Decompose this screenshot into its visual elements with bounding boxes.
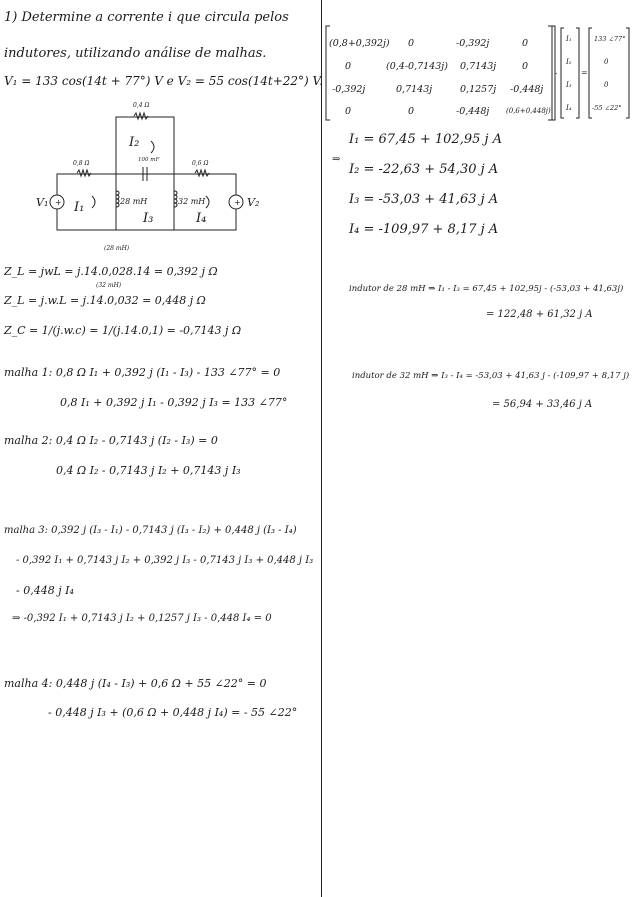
inductor28-result: = 122,48 + 61,32 j A — [486, 309, 593, 320]
matrix-cell: 0,7143j — [460, 61, 497, 72]
unknown-cell: I₄ — [566, 104, 572, 112]
matrix-cell: (0,8+0,392j) — [329, 38, 390, 49]
inductor-32mh-label: 32 mH — [178, 197, 206, 206]
mesh-current-i1: I₁ — [74, 200, 85, 215]
matrix-cell: -0,392j — [332, 84, 366, 95]
mesh3-expanded-2: - 0,448 j I₄ — [16, 584, 74, 597]
matrix-cell: 0,7143j — [396, 84, 433, 95]
mesh1-equation: malha 1: 0,8 Ω I₁ + 0,392 j (I₁ - I₃) - 133 ∠77° = 0 — [4, 366, 281, 379]
circuit-diagram — [0, 95, 321, 255]
rhs-cell: 0 — [604, 81, 609, 89]
unknown-cell: I₁ — [566, 35, 572, 43]
matrix-cell: 0 — [408, 38, 415, 49]
svg-text:+: + — [234, 198, 241, 207]
matrix-cell: 0 — [345, 106, 352, 117]
problem-line-2: indutores, utilizando análise de malhas. — [4, 46, 267, 61]
svg-text:+: + — [55, 198, 62, 207]
matrix-cell: 0,1257j — [460, 84, 497, 95]
mesh2-equation: malha 2: 0,4 Ω I₂ - 0,7143 j (I₂ - I₃) = 0 — [4, 434, 218, 447]
mesh4-expanded: - 0,448 j I₃ + (0,6 Ω + 0,448 j I₄) = - 55 ∠22° — [48, 706, 298, 719]
problem-line-1: 1) Determine a corrente i que circula pelos — [4, 10, 289, 25]
problem-line-3: V₁ = 133 cos(14t + 77°) V e V₂ = 55 cos(14t+22°) V. — [4, 74, 323, 88]
implies-arrow: ⇒ — [332, 154, 341, 165]
resistor-top-label: 0,4 Ω — [133, 102, 150, 109]
rhs-cell: 133 ∠77° — [594, 35, 626, 43]
matrix-cell: 0 — [345, 61, 352, 72]
matrix-cell: -0,392j — [456, 38, 490, 49]
matrix-cell: (0,6+0,448j) — [506, 107, 551, 115]
capacitor-label: 100 mF — [138, 157, 160, 163]
circuit-caption: (28 mH) — [104, 245, 130, 252]
svg-text:=: = — [581, 68, 588, 77]
mesh-current-i3: I₃ — [143, 211, 154, 226]
mesh-current-i4: I₄ — [196, 211, 207, 226]
result-i4: I₄ = -109,97 + 8,17 j A — [349, 222, 499, 237]
result-i2: I₂ = -22,63 + 54,30 j A — [349, 162, 499, 177]
rhs-cell: 0 — [604, 58, 609, 66]
column-divider — [321, 0, 322, 897]
svg-text:.: . — [555, 67, 558, 76]
mesh3-equation: malha 3: 0,392 j (I₃ - I₁) - 0,7143 j (I₃ - I₂) + 0,448 j (I₃ - I₄) — [4, 525, 297, 536]
unknown-cell: I₃ — [566, 81, 572, 89]
result-i1: I₁ = 67,45 + 102,95 j A — [349, 132, 503, 147]
unknown-cell: I₂ — [566, 58, 572, 66]
matrix-cell: (0,4-0,7143j) — [386, 61, 448, 72]
result-i3: I₃ = -53,03 + 41,63 j A — [349, 192, 499, 207]
impedance-inductor-32: Z_L = j.w.L = j.14.0,032 = 0,448 j Ω — [4, 294, 206, 307]
mesh2-expanded: 0,4 Ω I₂ - 0,7143 j I₂ + 0,7143 j I₃ — [56, 464, 241, 477]
impedance-inductor-28: Z_L = jwL = j.14.0,028.14 = 0,392 j Ω — [4, 265, 218, 278]
mesh1-expanded: 0,8 I₁ + 0,392 j I₁ - 0,392 j I₃ = 133 ∠77° — [60, 396, 288, 409]
mesh-current-i2: I₂ — [129, 135, 140, 150]
mesh3-expanded-1: - 0,392 I₁ + 0,7143 j I₂ + 0,392 j I₃ - 0,7143 j I₃ + 0,448 j I₃ — [16, 555, 314, 566]
resistor-right-label: 0,6 Ω — [192, 160, 209, 167]
inductor32-result: = 56,94 + 33,46 j A — [492, 399, 593, 410]
inductor-28mh-label: 28 mH — [120, 197, 148, 206]
matrix-cell: -0,448j — [510, 84, 544, 95]
source-v2-label: V₂ — [247, 196, 260, 209]
inductor28-equation: indutor de 28 mH ⇒ I₁ - I₃ = 67,45 + 102,95j - (-53,03 + 41,63j) — [349, 284, 624, 294]
rhs-cell: -55 ∠22° — [592, 104, 622, 112]
matrix-cell: 0 — [522, 61, 529, 72]
impedance-capacitor: Z_C = 1/(j.w.c) = 1/(j.14.0,1) = -0,7143 j Ω — [4, 324, 242, 337]
inductor32-equation: indutor de 32 mH ⇒ I₃ - I₄ = -53,03 + 41,63 j - (-109,97 + 8,17 j) — [352, 371, 630, 381]
matrix-cell: 0 — [408, 106, 415, 117]
matrix-cell: -0,448j — [456, 106, 490, 117]
source-v1-label: V₁ — [36, 196, 49, 209]
resistor-left-label: 0,8 Ω — [73, 160, 90, 167]
mesh4-equation: malha 4: 0,448 j (I₄ - I₃) + 0,6 Ω + 55 ∠22° = 0 — [4, 677, 267, 690]
impedance-note-32mh: (32 mH) — [96, 282, 122, 289]
mesh3-result: ⇒ -0,392 I₁ + 0,7143 j I₂ + 0,1257 j I₃ - 0,448 I₄ = 0 — [12, 613, 272, 624]
matrix-cell: 0 — [522, 38, 529, 49]
